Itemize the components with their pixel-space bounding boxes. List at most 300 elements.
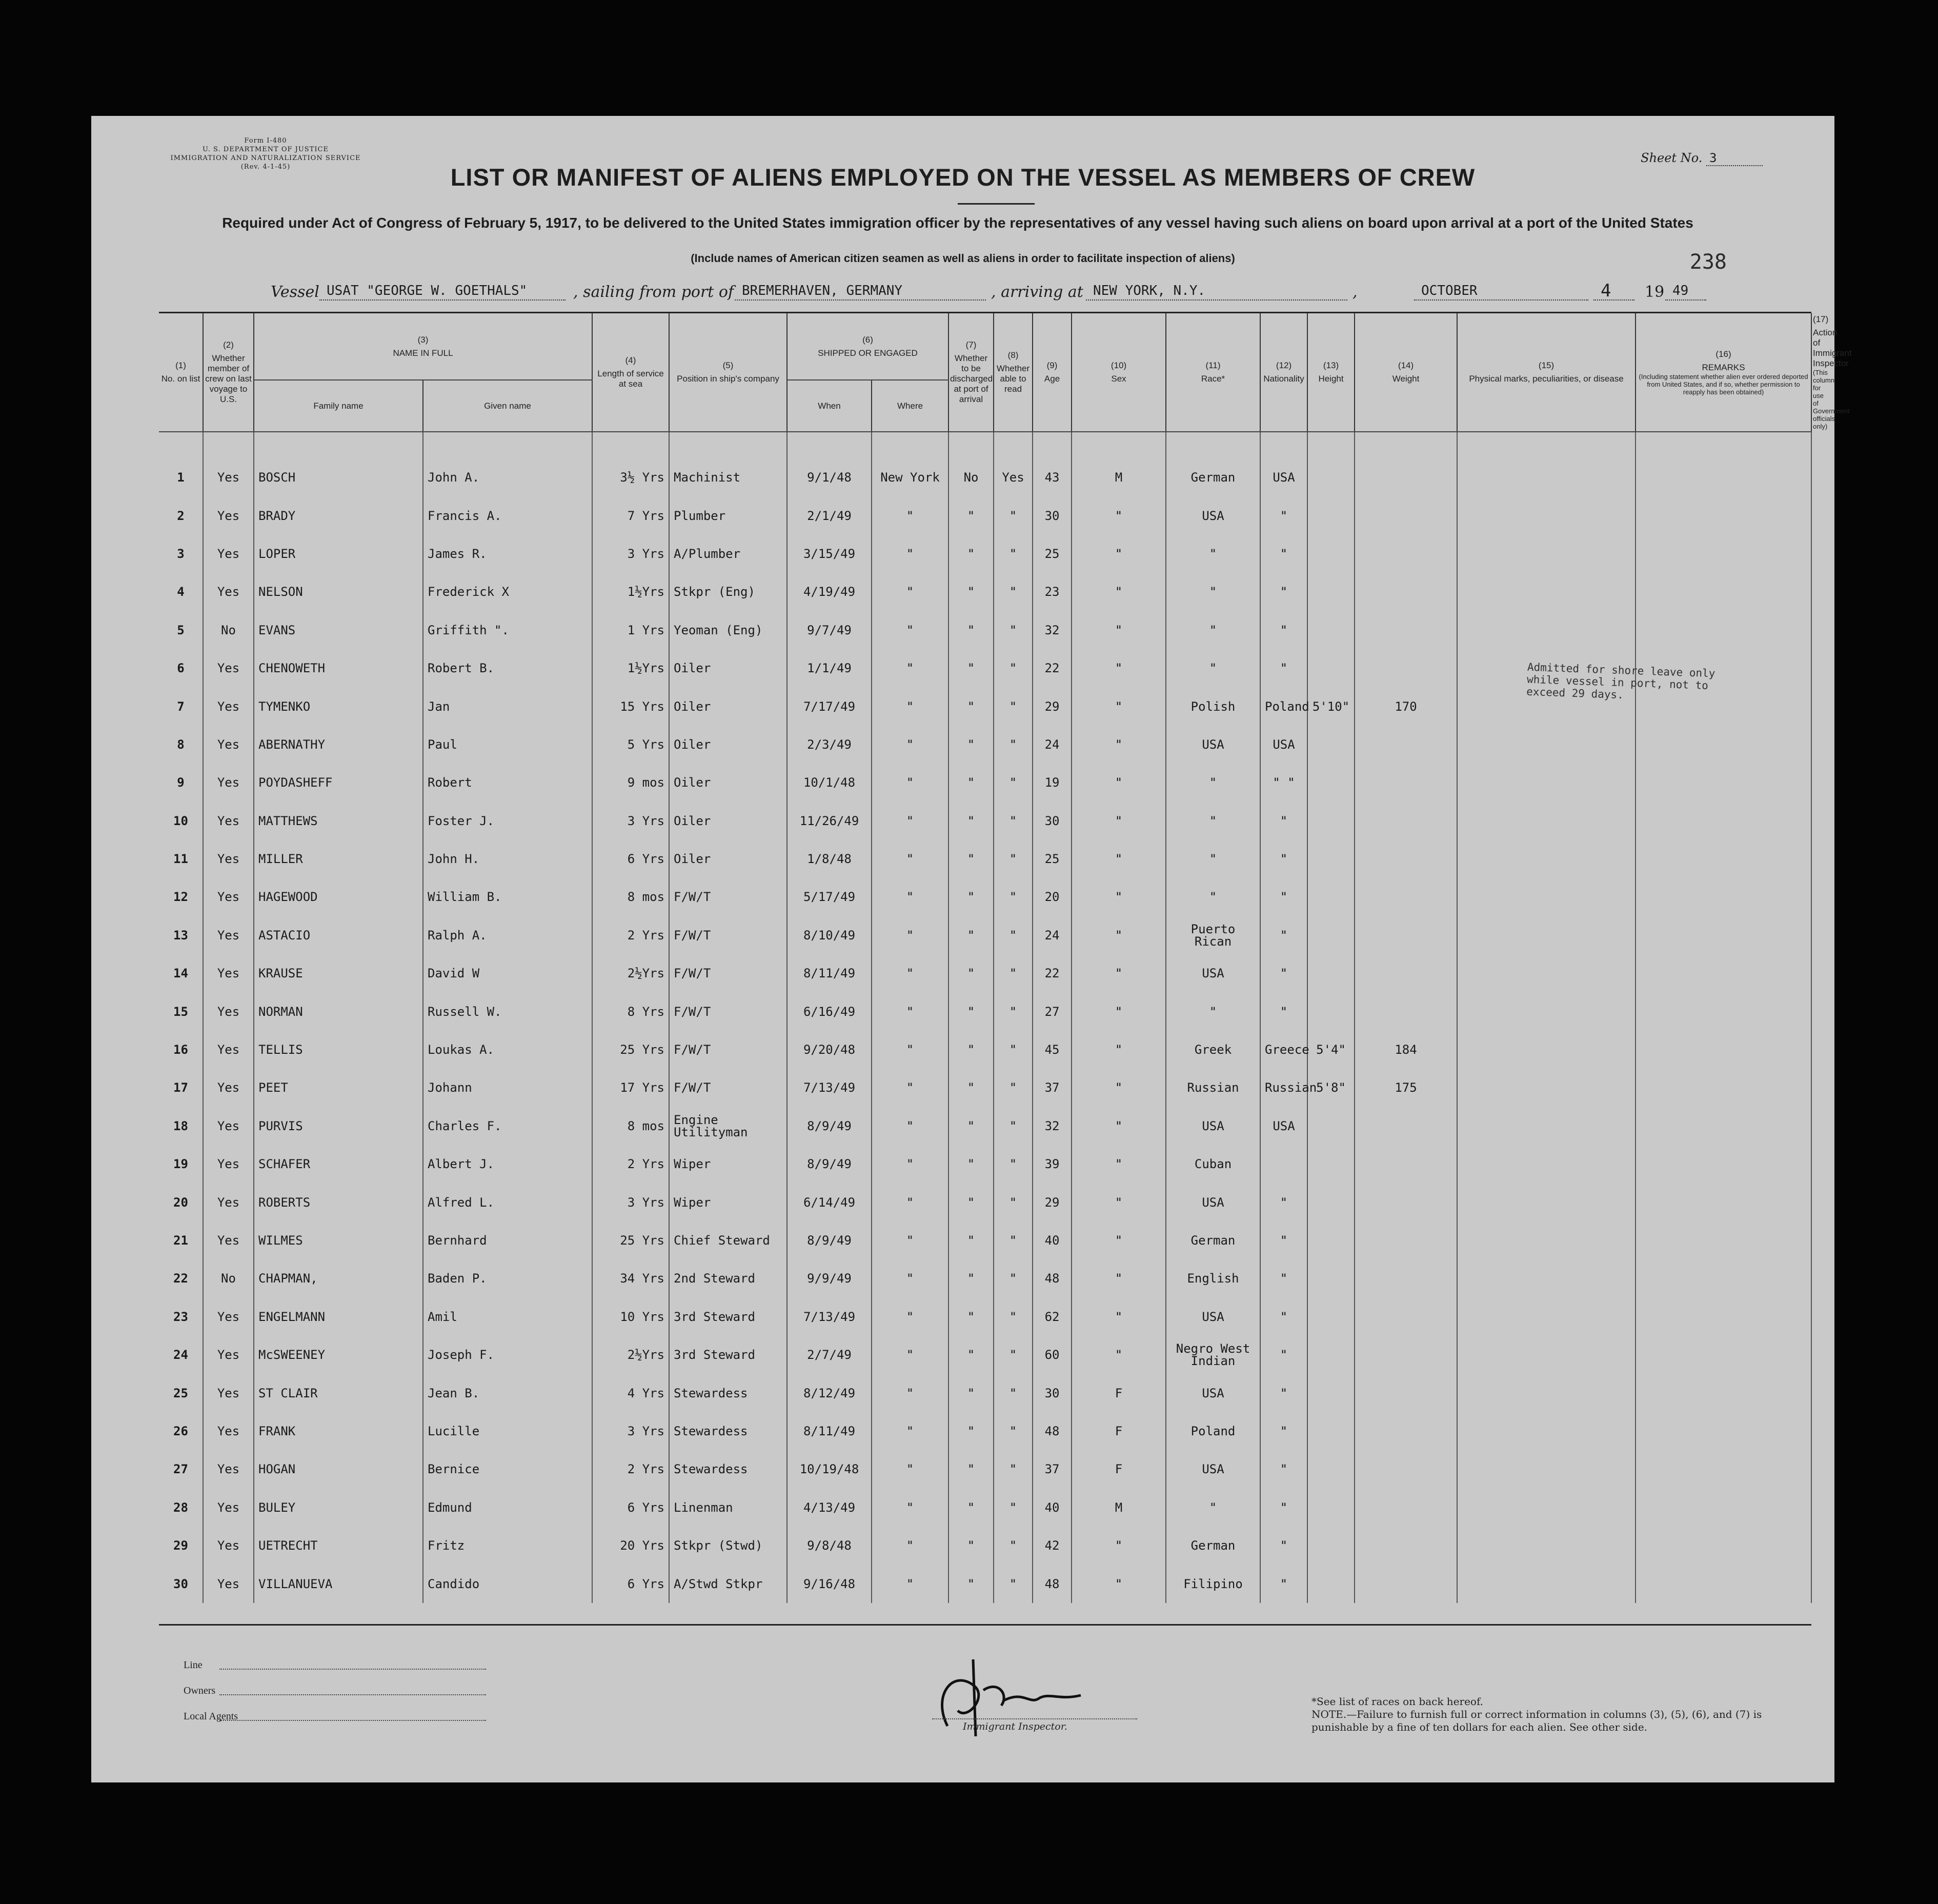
marks-cell: [1457, 840, 1636, 878]
family-name-cell: NELSON: [254, 573, 423, 611]
discharged-cell: ": [948, 1031, 994, 1069]
service-length-cell: 2 Yrs: [592, 916, 669, 954]
table-row: [159, 916, 1811, 954]
weight-cell: [1355, 458, 1457, 496]
age-cell: 48: [1033, 1565, 1072, 1602]
discharged-cell: No: [948, 458, 994, 496]
position-cell: A/Plumber: [669, 535, 787, 573]
row-number-cell: 10: [159, 802, 203, 840]
height-cell: [1307, 992, 1355, 1030]
nationality-cell: ": [1260, 1221, 1307, 1259]
form-revision: (Rev. 4-1-45): [240, 163, 291, 171]
remarks-cell: [1636, 1450, 1811, 1488]
shipped-where-cell: ": [872, 1527, 948, 1565]
marks-cell: [1457, 764, 1636, 801]
last-voyage-cell: Yes: [203, 1489, 254, 1527]
weight-cell: [1355, 1259, 1457, 1297]
row-number-cell: 25: [159, 1374, 203, 1412]
last-voyage-cell: Yes: [203, 1183, 254, 1221]
table-row: [159, 1298, 1811, 1336]
nationality-cell: ": [1260, 649, 1307, 687]
vessel-label: Vessel: [271, 283, 319, 301]
shipped-when-cell: 7/13/49: [787, 1069, 872, 1107]
shipped-when-cell: 10/1/48: [787, 764, 872, 801]
position-cell: Engine Utilityman: [669, 1107, 787, 1145]
family-name-cell: HOGAN: [254, 1450, 423, 1488]
position-cell: Oiler: [669, 802, 787, 840]
table-row: [159, 840, 1811, 878]
height-cell: [1307, 1527, 1355, 1565]
sex-cell: ": [1072, 611, 1166, 649]
discharged-cell: ": [948, 840, 994, 878]
height-cell: 5'10": [1307, 687, 1355, 725]
row-number-cell: 22: [159, 1259, 203, 1297]
height-cell: [1307, 878, 1355, 916]
sex-cell: ": [1072, 1069, 1166, 1107]
inspector-label: Immigrant Inspector.: [963, 1721, 1067, 1732]
table-row: [159, 878, 1811, 916]
able-to-read-cell: ": [994, 840, 1033, 878]
family-name-cell: EVANS: [254, 611, 423, 649]
given-name-cell: Edmund: [423, 1489, 592, 1527]
weight-cell: [1355, 954, 1457, 992]
shipped-when-cell: 8/10/49: [787, 916, 872, 954]
col-age-header: (9) Age: [1033, 313, 1072, 432]
height-cell: [1307, 1489, 1355, 1527]
position-cell: Stewardess: [669, 1412, 787, 1450]
last-voyage-cell: Yes: [203, 1031, 254, 1069]
age-cell: 30: [1033, 496, 1072, 534]
able-to-read-cell: ": [994, 611, 1033, 649]
weight-cell: [1355, 649, 1457, 687]
age-cell: 27: [1033, 992, 1072, 1030]
given-name-cell: Candido: [423, 1565, 592, 1602]
shipped-where-cell: ": [872, 840, 948, 878]
family-name-cell: POYDASHEFF: [254, 764, 423, 801]
height-cell: [1307, 1336, 1355, 1374]
given-name-cell: John A.: [423, 458, 592, 496]
remarks-cell: [1636, 1107, 1811, 1145]
nationality-cell: USA: [1260, 1107, 1307, 1145]
remarks-cell: [1636, 1069, 1811, 1107]
remarks-cell: [1636, 1298, 1811, 1336]
remarks-cell: [1636, 726, 1811, 764]
service-length-cell: 17 Yrs: [592, 1069, 669, 1107]
sex-cell: ": [1072, 1031, 1166, 1069]
family-name-cell: LOPER: [254, 535, 423, 573]
table-row: [159, 1259, 1811, 1297]
marks-cell: [1457, 916, 1636, 954]
weight-cell: [1355, 611, 1457, 649]
nationality-cell: ": [1260, 573, 1307, 611]
given-name-cell: Jean B.: [423, 1374, 592, 1412]
discharged-cell: ": [948, 611, 994, 649]
sex-cell: M: [1072, 1489, 1166, 1527]
discharged-cell: ": [948, 496, 994, 534]
family-name-cell: BRADY: [254, 496, 423, 534]
given-name-cell: William B.: [423, 878, 592, 916]
marks-cell: [1457, 992, 1636, 1030]
sex-cell: ": [1072, 840, 1166, 878]
service-length-cell: 7 Yrs: [592, 496, 669, 534]
age-cell: 48: [1033, 1259, 1072, 1297]
table-row: [159, 611, 1811, 649]
row-number-cell: 20: [159, 1183, 203, 1221]
able-to-read-cell: ": [994, 1145, 1033, 1183]
table-row: [159, 764, 1811, 801]
shipped-where-cell: ": [872, 726, 948, 764]
discharged-cell: ": [948, 649, 994, 687]
last-voyage-cell: Yes: [203, 764, 254, 801]
position-cell: 3rd Steward: [669, 1336, 787, 1374]
col-shipped-header: (6) SHIPPED OR ENGAGED: [787, 313, 948, 380]
last-voyage-cell: Yes: [203, 916, 254, 954]
discharged-cell: ": [948, 1107, 994, 1145]
row-number-cell: 30: [159, 1565, 203, 1602]
remarks-cell: [1636, 1527, 1811, 1565]
age-cell: 48: [1033, 1412, 1072, 1450]
family-name-cell: PEET: [254, 1069, 423, 1107]
col-when-header: When: [787, 380, 872, 432]
marks-cell: [1457, 954, 1636, 992]
service-length-cell: 1½Yrs: [592, 573, 669, 611]
service-length-cell: 6 Yrs: [592, 1565, 669, 1602]
shipped-where-cell: ": [872, 1412, 948, 1450]
position-cell: A/Stwd Stkpr: [669, 1565, 787, 1602]
nationality-cell: ": [1260, 954, 1307, 992]
height-cell: [1307, 1107, 1355, 1145]
age-cell: 29: [1033, 1183, 1072, 1221]
service-length-cell: 3 Yrs: [592, 535, 669, 573]
weight-cell: [1355, 1565, 1457, 1602]
col-given-name-header: Given name: [423, 380, 592, 432]
sex-cell: ": [1072, 764, 1166, 801]
able-to-read-cell: ": [994, 1107, 1033, 1145]
shipped-when-cell: 5/17/49: [787, 878, 872, 916]
shipped-where-cell: ": [872, 1259, 948, 1297]
last-voyage-cell: Yes: [203, 1336, 254, 1374]
shipped-where-cell: ": [872, 1565, 948, 1602]
col-name-header: (3) NAME IN FULL: [254, 313, 592, 380]
family-name-cell: ROBERTS: [254, 1183, 423, 1221]
able-to-read-cell: ": [994, 535, 1033, 573]
nationality-cell: Greece: [1260, 1031, 1307, 1069]
shipped-where-cell: ": [872, 573, 948, 611]
row-number-cell: 8: [159, 726, 203, 764]
race-cell: English: [1166, 1259, 1260, 1297]
last-voyage-cell: Yes: [203, 1298, 254, 1336]
line-label: Line: [184, 1659, 203, 1671]
table-row: [159, 458, 1811, 496]
height-cell: [1307, 1450, 1355, 1488]
row-number-cell: 27: [159, 1450, 203, 1488]
shipped-when-cell: 8/9/49: [787, 1145, 872, 1183]
nationality-cell: ": [1260, 496, 1307, 534]
row-number-cell: 9: [159, 764, 203, 801]
col-last-voyage-header: (2) Whether member of crew on last voyage to U.S.: [203, 313, 254, 432]
given-name-cell: Paul: [423, 726, 592, 764]
race-cell: ": [1166, 573, 1260, 611]
sheet-number-value: 3: [1706, 151, 1763, 166]
age-cell: 42: [1033, 1527, 1072, 1565]
footer-notes: [1311, 1695, 1814, 1734]
given-name-cell: John H.: [423, 840, 592, 878]
shipped-where-cell: ": [872, 1221, 948, 1259]
table-row: [159, 1336, 1811, 1374]
remarks-cell: [1636, 1259, 1811, 1297]
service-length-cell: 20 Yrs: [592, 1527, 669, 1565]
service-length-cell: 6 Yrs: [592, 1489, 669, 1527]
given-name-cell: David W: [423, 954, 592, 992]
sex-cell: ": [1072, 1145, 1166, 1183]
age-cell: 22: [1033, 954, 1072, 992]
last-voyage-cell: Yes: [203, 687, 254, 725]
sex-cell: ": [1072, 1259, 1166, 1297]
shipped-when-cell: 9/9/49: [787, 1259, 872, 1297]
given-name-cell: Jan: [423, 687, 592, 725]
age-cell: 29: [1033, 687, 1072, 725]
race-cell: USA: [1166, 1374, 1260, 1412]
age-cell: 32: [1033, 611, 1072, 649]
service-length-cell: 2 Yrs: [592, 1145, 669, 1183]
position-cell: Yeoman (Eng): [669, 611, 787, 649]
age-cell: 32: [1033, 1107, 1072, 1145]
weight-cell: [1355, 1145, 1457, 1183]
position-cell: Chief Steward: [669, 1221, 787, 1259]
weight-cell: [1355, 1221, 1457, 1259]
weight-cell: [1355, 1107, 1457, 1145]
shipped-where-cell: ": [872, 878, 948, 916]
remarks-cell: [1636, 611, 1811, 649]
discharged-cell: ": [948, 1145, 994, 1183]
remarks-cell: [1636, 1565, 1811, 1602]
row-number-cell: 2: [159, 496, 203, 534]
sex-cell: F: [1072, 1450, 1166, 1488]
col-where-header: Where: [872, 380, 948, 432]
position-cell: F/W/T: [669, 992, 787, 1030]
given-name-cell: Russell W.: [423, 992, 592, 1030]
col-height-header: (13) Height: [1307, 313, 1355, 432]
table-row: [159, 1183, 1811, 1221]
position-cell: Stewardess: [669, 1450, 787, 1488]
able-to-read-cell: ": [994, 496, 1033, 534]
remarks-cell: [1636, 496, 1811, 534]
height-cell: [1307, 496, 1355, 534]
discharged-cell: ": [948, 992, 994, 1030]
position-cell: Stkpr (Eng): [669, 573, 787, 611]
weight-cell: 175: [1355, 1069, 1457, 1107]
able-to-read-cell: ": [994, 726, 1033, 764]
family-name-cell: CHENOWETH: [254, 649, 423, 687]
given-name-cell: Bernhard: [423, 1221, 592, 1259]
shipped-when-cell: 3/15/49: [787, 535, 872, 573]
nationality-cell: Poland: [1260, 687, 1307, 725]
service-length-cell: 3 Yrs: [592, 1412, 669, 1450]
table-row: [159, 1527, 1811, 1565]
weight-cell: [1355, 802, 1457, 840]
age-cell: 25: [1033, 535, 1072, 573]
table-row: [159, 1489, 1811, 1527]
given-name-cell: Lucille: [423, 1412, 592, 1450]
given-name-cell: Francis A.: [423, 496, 592, 534]
row-number-cell: 5: [159, 611, 203, 649]
shipped-where-cell: ": [872, 1489, 948, 1527]
row-number-cell: 4: [159, 573, 203, 611]
remarks-cell: [1636, 1374, 1811, 1412]
able-to-read-cell: Yes: [994, 458, 1033, 496]
last-voyage-cell: Yes: [203, 992, 254, 1030]
document-title: LIST OR MANIFEST OF ALIENS EMPLOYED ON THE VESSEL AS MEMBERS OF CREW: [450, 164, 1476, 191]
discharged-cell: ": [948, 1450, 994, 1488]
shipped-when-cell: 8/11/49: [787, 954, 872, 992]
able-to-read-cell: ": [994, 1565, 1033, 1602]
race-cell: German: [1166, 1527, 1260, 1565]
position-cell: F/W/T: [669, 878, 787, 916]
marks-cell: [1457, 1107, 1636, 1145]
able-to-read-cell: ": [994, 687, 1033, 725]
service-length-cell: 3½ Yrs: [592, 458, 669, 496]
given-name-cell: Johann: [423, 1069, 592, 1107]
last-voyage-cell: Yes: [203, 496, 254, 534]
shipped-when-cell: 4/19/49: [787, 573, 872, 611]
weight-cell: [1355, 726, 1457, 764]
marks-cell: [1457, 1412, 1636, 1450]
shipped-when-cell: 9/16/48: [787, 1565, 872, 1602]
shipped-where-cell: ": [872, 611, 948, 649]
nationality-cell: Russian: [1260, 1069, 1307, 1107]
race-cell: ": [1166, 764, 1260, 801]
shipped-where-cell: ": [872, 764, 948, 801]
race-cell: ": [1166, 992, 1260, 1030]
discharged-cell: ": [948, 1183, 994, 1221]
height-cell: [1307, 916, 1355, 954]
sex-cell: ": [1072, 1221, 1166, 1259]
vessel-name: USAT "GEORGE W. GOETHALS": [319, 281, 566, 300]
table-row: [159, 954, 1811, 992]
shipped-where-cell: New York: [872, 458, 948, 496]
shipped-where-cell: ": [872, 1107, 948, 1145]
service-length-cell: 3 Yrs: [592, 802, 669, 840]
remarks-cell: [1636, 764, 1811, 801]
remarks-cell: [1636, 992, 1811, 1030]
shipped-where-cell: ": [872, 496, 948, 534]
service-length-cell: 8 mos: [592, 1107, 669, 1145]
height-cell: [1307, 1221, 1355, 1259]
given-name-cell: Loukas A.: [423, 1031, 592, 1069]
height-cell: 5'8": [1307, 1069, 1355, 1107]
shipped-when-cell: 8/9/49: [787, 1107, 872, 1145]
col-no-header: (1) No. on list: [159, 313, 203, 432]
marks-cell: [1457, 1069, 1636, 1107]
height-cell: [1307, 726, 1355, 764]
last-voyage-cell: Yes: [203, 954, 254, 992]
position-cell: Linenman: [669, 1489, 787, 1527]
shipped-where-cell: ": [872, 1374, 948, 1412]
service-length-cell: 25 Yrs: [592, 1221, 669, 1259]
given-name-cell: Robert B.: [423, 649, 592, 687]
age-cell: 39: [1033, 1145, 1072, 1183]
service-name: IMMIGRATION AND NATURALIZATION SERVICE: [170, 154, 361, 162]
race-cell: USA: [1166, 954, 1260, 992]
table-row: [159, 1221, 1811, 1259]
sex-cell: ": [1072, 1336, 1166, 1374]
service-length-cell: 8 Yrs: [592, 992, 669, 1030]
age-cell: 23: [1033, 573, 1072, 611]
family-name-cell: TELLIS: [254, 1031, 423, 1069]
last-voyage-cell: Yes: [203, 802, 254, 840]
row-number-cell: 28: [159, 1489, 203, 1527]
row-number-cell: 3: [159, 535, 203, 573]
row-number-cell: 24: [159, 1336, 203, 1374]
sex-cell: F: [1072, 1412, 1166, 1450]
height-cell: [1307, 840, 1355, 878]
table-row: [159, 1031, 1811, 1069]
marks-cell: [1457, 1145, 1636, 1183]
shipped-when-cell: 1/1/49: [787, 649, 872, 687]
marks-cell: [1457, 496, 1636, 534]
service-length-cell: 10 Yrs: [592, 1298, 669, 1336]
given-name-cell: Albert J.: [423, 1145, 592, 1183]
discharged-cell: ": [948, 535, 994, 573]
race-cell: ": [1166, 535, 1260, 573]
weight-cell: [1355, 992, 1457, 1030]
shipped-when-cell: 4/13/49: [787, 1489, 872, 1527]
position-cell: 2nd Steward: [669, 1259, 787, 1297]
row-number-cell: 17: [159, 1069, 203, 1107]
able-to-read-cell: ": [994, 878, 1033, 916]
service-length-cell: 3 Yrs: [592, 1183, 669, 1221]
race-cell: USA: [1166, 726, 1260, 764]
arrival-day: 4: [1593, 281, 1634, 300]
remarks-cell: [1636, 954, 1811, 992]
shipped-when-cell: 9/7/49: [787, 611, 872, 649]
row-number-cell: 1: [159, 458, 203, 496]
age-cell: 24: [1033, 726, 1072, 764]
service-length-cell: 2½Yrs: [592, 954, 669, 992]
shipped-when-cell: 8/11/49: [787, 1412, 872, 1450]
given-name-cell: Charles F.: [423, 1107, 592, 1145]
service-length-cell: 9 mos: [592, 764, 669, 801]
race-cell: Negro West Indian: [1166, 1336, 1260, 1374]
family-name-cell: FRANK: [254, 1412, 423, 1450]
shipped-where-cell: ": [872, 1069, 948, 1107]
position-cell: Oiler: [669, 649, 787, 687]
weight-cell: [1355, 1336, 1457, 1374]
race-cell: Russian: [1166, 1069, 1260, 1107]
last-voyage-cell: No: [203, 1259, 254, 1297]
shipped-where-cell: ": [872, 535, 948, 573]
family-name-cell: CHAPMAN,: [254, 1259, 423, 1297]
marks-cell: [1457, 1527, 1636, 1565]
row-number-cell: 14: [159, 954, 203, 992]
position-cell: F/W/T: [669, 1031, 787, 1069]
able-to-read-cell: ": [994, 1221, 1033, 1259]
last-voyage-cell: Yes: [203, 840, 254, 878]
service-length-cell: 5 Yrs: [592, 726, 669, 764]
remarks-cell: [1636, 916, 1811, 954]
shipped-when-cell: 9/8/48: [787, 1527, 872, 1565]
weight-cell: [1355, 840, 1457, 878]
remarks-cell: [1636, 535, 1811, 573]
last-voyage-cell: Yes: [203, 1450, 254, 1488]
col-marks-header: (15) Physical marks, peculiarities, or disease: [1457, 313, 1636, 432]
weight-cell: [1355, 1298, 1457, 1336]
height-cell: [1307, 764, 1355, 801]
sex-cell: ": [1072, 916, 1166, 954]
position-cell: Machinist: [669, 458, 787, 496]
position-cell: Stkpr (Stwd): [669, 1527, 787, 1565]
last-voyage-cell: Yes: [203, 535, 254, 573]
